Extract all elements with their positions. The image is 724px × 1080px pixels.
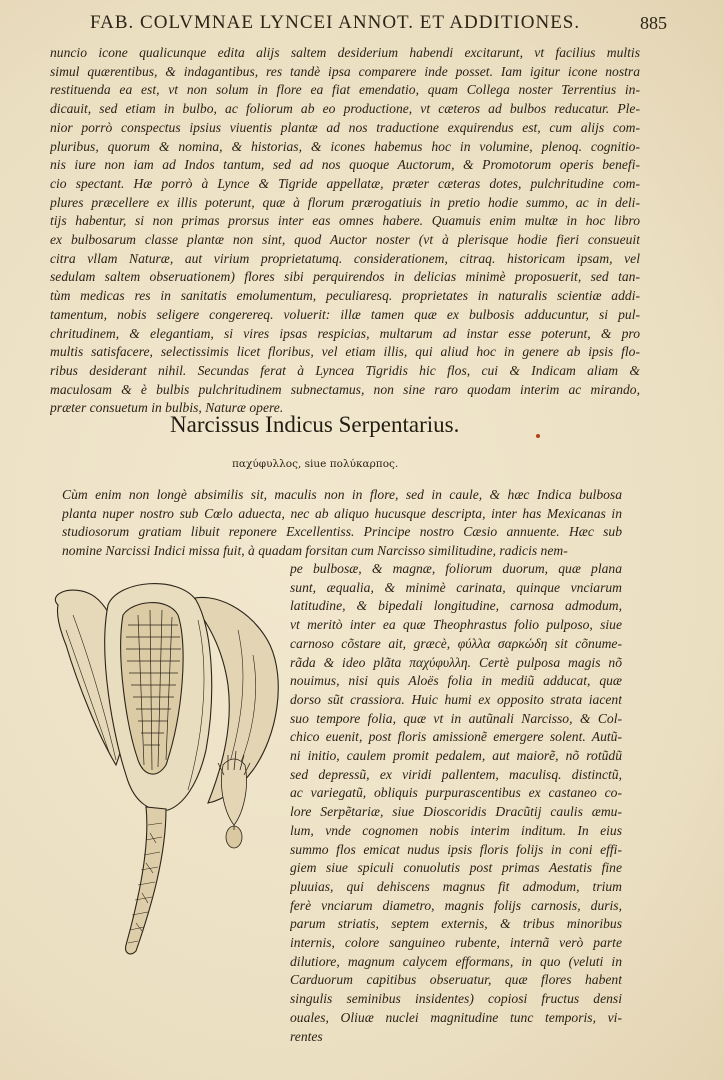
text-line: nuncio icone qualicunque edita alijs saltem desiderium habendi excitarunt, vt facilius multis bbox=[50, 45, 640, 60]
text-line: multis satisfacere, selectissimis licet floribus, vel etiam illis, qui aliud hoc in genere ab ipsis flo- bbox=[50, 344, 640, 360]
text-line: sedulam saltem obseruationem) flores sibi perquirendos in delicias minimè proposuerit, sed tan- bbox=[50, 269, 640, 285]
text-line: tamentum, nobis seligere congerereq. voluerit: illæ tamen quæ ex bulbosis adducuntur, si pul- bbox=[50, 306, 640, 322]
text-line: ac variegatũ, obliquis purpurascentibus ex castaneo co- bbox=[290, 785, 622, 801]
text-line: sed depressũ, ex viridi pallentem, maculisq. distinctũ, bbox=[290, 766, 622, 782]
text-line: cio spectant. Hæ porrò à Lynce & Tigride appellatæ, præter cæteras dotes, pulchritudine com- bbox=[50, 175, 640, 191]
text-line: lore Serpẽtariæ, siue Dioscoridis Dracũtij caulis æmu- bbox=[290, 804, 622, 820]
text-line: chico euenit, post floris amissionẽ emergere solent. Autũ- bbox=[290, 729, 622, 745]
section-title: Narcissus Indicus Serpentarius. bbox=[170, 412, 460, 437]
text-line: citra vllam Naturæ, aut virium proprietatumq. considerationem, citraq. historicam ipsam, vel bbox=[50, 250, 640, 266]
text-line: ex bulbosarum classe plantæ non sint, quod Auctor noster (vt à plerisque hodie fieri consueuit bbox=[50, 232, 640, 248]
text-line: singulis seminibus insidentes) copiosi fructus densi bbox=[290, 991, 622, 1007]
text-line: lum, vnde cognomen nobis interim inditum. In eius bbox=[290, 822, 622, 838]
intro-text bbox=[50, 44, 640, 418]
text-line: dilutiore, magnum calycem efformans, in quo (veluti in bbox=[290, 953, 622, 969]
text-line: giem siue spiculi conuolutis post primas Aestatis fine bbox=[290, 860, 622, 876]
text-line: summo flos emicat nudus ipsis floris folijs in coni effi- bbox=[290, 841, 622, 857]
text-line: præter consuetum in bulbis, Naturæ opere. bbox=[50, 400, 284, 416]
text-line: simul quærentibus, & indagantibus, res tandè ipsa comparere inde posset. Iam igitur icone nostra bbox=[50, 63, 640, 79]
text-line: plures præcellere ex illis poterunt, quæ à florum prærogatiuis in pretio hodie summo, ac in deli- bbox=[50, 194, 640, 210]
page-number: 885 bbox=[640, 13, 667, 33]
stem bbox=[126, 807, 166, 954]
text-line: nior porrò conspectus ipsius viuentis plantæ ad nos traductione exquirendus est, cum alijs com- bbox=[50, 119, 640, 135]
text-line: restituenda ea est, vt non solum in flore ea fiat emendatio, quam Collega noster Terrentius in- bbox=[50, 82, 640, 98]
text-line: tùm medicas res in sanitatis emolumentum, peculiaresq. proprietates in naturalis scientiæ addi- bbox=[50, 288, 640, 304]
ink-spot bbox=[536, 434, 540, 438]
text-line: ouales, Oliuæ nuclei magnitudine tunc temporis, vi- bbox=[290, 1009, 622, 1025]
text-line: dicauit, sed etiam in bulbo, ac foliorum ab eo productione, vt cæteros ad bulbos reducatur. Ple- bbox=[50, 101, 640, 117]
text-line: suo tempore folia, quæ vt in autũnali Narcisso, & Col- bbox=[290, 710, 622, 726]
seed-pod-detail bbox=[218, 751, 250, 848]
text-line: parum striatis, septem externis, & tribus minoribus bbox=[290, 916, 622, 932]
running-head: FAB. COLVMNAE LYNCEI ANNOT. ET ADDITIONES. bbox=[90, 12, 581, 33]
narcissus-illustration bbox=[38, 575, 288, 965]
text-line: ferè vnciarum diametro, magnis folijs carnosis, duris, bbox=[290, 897, 622, 913]
text-line: studiosorum gratiam libuit reponere Excellentiss. Principe nostro Cæsio annuente. Hæc sub bbox=[62, 524, 622, 540]
greek-subtitle: παχύφυλλος, siue πολύκαρπος. bbox=[232, 458, 399, 470]
text-line: pluuias, qui dehiscens magnus fit admodum, trium bbox=[290, 878, 622, 894]
text-line: rentes bbox=[290, 1028, 323, 1044]
body-text-right-column bbox=[290, 560, 622, 1046]
text-line: carnoso cõstare ait, græcè, φύλλα σαρκώδη sit cõnume- bbox=[290, 635, 622, 651]
text-line: maculosam & è bulbis pulchritudinem subnectamus, non sine raro quodam interim ac mirando, bbox=[50, 381, 640, 397]
text-line: vt meritò inter ea quæ Theophrastus folio pulposo, siue bbox=[290, 617, 622, 633]
text-line: pe bulbosæ, & magnæ, foliorum duorum, quæ plana bbox=[290, 561, 622, 576]
text-line: sunt, æqualia, & minimè carinata, quinque vnciarum bbox=[290, 579, 622, 595]
body-text-full-width bbox=[62, 486, 622, 561]
text-line: ribus desiderant nihil. Secundas ferat à Lyncea Tigridis hic flos, cui & Indicam aliam & bbox=[50, 362, 640, 378]
text-line: Cùm enim non longè absimilis sit, maculis non in flore, sed in caule, & hæc Indica bulbosa bbox=[62, 487, 622, 502]
text-line: latitudine, & bipedali longitudine, carnosa admodum, bbox=[290, 598, 622, 614]
text-line: pluribus, quorum & nomina, & historias, & icones habemus hoc in volumine, plenoq. cognitio- bbox=[50, 138, 640, 154]
text-line: Carduorum capitibus obseruatur, quæ flores habent bbox=[290, 972, 622, 988]
text-line: tijs habentur, si non primas prorsus inter eas omnes habere. Quamuis enim multæ in hoc libro bbox=[50, 213, 640, 229]
text-line: ni initio, caulem promit pedalem, aut maiorẽ, nõ rotũdũ bbox=[290, 748, 622, 764]
text-line: nis iure non iam ad Indos tantum, sed ad nos quoque Auctorum, & Promotorum operis benefi- bbox=[50, 157, 640, 173]
text-line: nomine Narcissi Indici missa fuit, à quadam forsitan cum Narcisso similitudine, radicis nem- bbox=[62, 543, 568, 559]
text-line: dorso sũt crassiora. Huic humi ex opposito strata iacent bbox=[290, 691, 622, 707]
text-line: chritudinem, & elegantiam, si vires ipsas respicias, multarum ad instar esse poterunt, & pro bbox=[50, 325, 640, 341]
text-line: rãda & ideo plãta παχύφυλλη. Certè pulposa magis nõ bbox=[290, 654, 622, 670]
text-line: nouimus, nisi quis Aloës folia in mediũ adducat, quæ bbox=[290, 673, 622, 689]
text-line: planta nuper nostro sub Cœlo aduecta, nec ab aliquo hucusque descripta, inter has Mexicanas in bbox=[62, 505, 622, 521]
text-line: internis, colore sanguineo rubente, internã verò parte bbox=[290, 935, 622, 951]
